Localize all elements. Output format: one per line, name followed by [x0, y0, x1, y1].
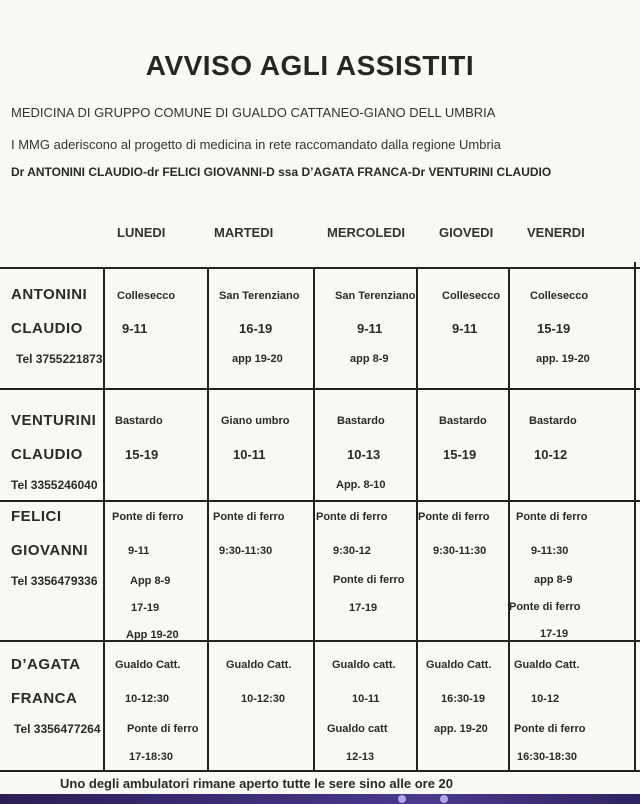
schedule-location: Ponte di ferro — [127, 723, 199, 735]
day-header-wednesday: MERCOLEDI — [327, 225, 405, 240]
doctor-firstname: GIOVANNI — [11, 542, 89, 559]
schedule-location: Gualdo Catt. — [226, 659, 292, 671]
grid-line — [0, 388, 640, 390]
grid-line — [508, 267, 510, 772]
day-header-thursday: GIOVEDI — [439, 225, 494, 240]
schedule-appointment: app. 19-20 — [434, 723, 488, 735]
schedule-hours: 17-19 — [131, 602, 160, 614]
schedule-hours: 10-11 — [233, 447, 266, 462]
schedule-location: Gualdo Catt. — [514, 659, 580, 671]
schedule-location: Ponte di ferro — [514, 723, 586, 735]
schedule-hours: 9-11 — [357, 321, 383, 336]
schedule-hours: 15-19 — [125, 447, 159, 462]
doctor-surname: FELICI — [11, 508, 62, 525]
schedule-location: Gualdo catt. — [332, 659, 396, 671]
schedule-location: Giano umbro — [221, 415, 290, 427]
schedule-location: Bastardo — [115, 415, 163, 427]
schedule-hours: 10-13 — [347, 447, 381, 462]
network-project-line: I MMG aderiscono al progetto di medicina in rete raccomandato dalla regione Umbria — [11, 137, 501, 152]
schedule-location: Ponte di ferro — [509, 601, 581, 613]
day-header-monday: LUNEDI — [117, 225, 166, 240]
schedule-hours: 9:30-11:30 — [219, 545, 273, 557]
doctor-phone: Tel 3755221873 — [16, 352, 103, 366]
schedule-location: Bastardo — [337, 415, 385, 427]
day-header-friday: VENERDI — [527, 225, 585, 240]
doctor-firstname: FRANCA — [11, 690, 78, 707]
schedule-location: Collesecco — [530, 290, 589, 302]
schedule-hours: 12-13 — [346, 751, 375, 763]
schedule-hours: 17-18:30 — [129, 751, 174, 763]
schedule-hours: 9:30-12 — [333, 545, 371, 557]
grid-line — [0, 770, 640, 772]
indicator-dot — [398, 795, 406, 803]
doctor-phone: Tel 3356477264 — [14, 722, 101, 736]
grid-line — [313, 267, 315, 772]
schedule-location: Ponte di ferro — [213, 511, 285, 523]
doctor-surname: D’AGATA — [11, 656, 81, 673]
schedule-hours: 10-12:30 — [241, 693, 286, 705]
schedule-location: Collesecco — [442, 290, 501, 302]
schedule-location: San Terenziano — [335, 290, 416, 302]
schedule-hours: 9-11:30 — [531, 545, 569, 557]
schedule-hours: 9-11 — [122, 321, 148, 336]
schedule-hours: 9-11 — [452, 321, 478, 336]
schedule-location: Bastardo — [439, 415, 487, 427]
schedule-location: Bastardo — [529, 415, 577, 427]
schedule-hours: 9:30-11:30 — [433, 545, 487, 557]
grid-line — [0, 640, 640, 642]
schedule-location: Gualdo catt — [327, 723, 388, 735]
schedule-appointment: App. 8-10 — [336, 479, 386, 491]
schedule-hours: 10-12:30 — [125, 693, 170, 705]
grid-line — [0, 500, 640, 502]
notice-title: AVVISO AGLI ASSISTITI — [145, 50, 475, 81]
schedule-hours: 17-19 — [349, 602, 378, 614]
footer-note: Uno degli ambulatori rimane aperto tutte le sere sino alle ore 20 — [60, 776, 453, 791]
schedule-appointment: app 19-20 — [232, 353, 283, 365]
schedule-location: Ponte di ferro — [112, 511, 184, 523]
schedule-hours: 10-11 — [352, 693, 380, 705]
schedule-hours: 16:30-19 — [441, 693, 486, 705]
doctor-phone: Tel 3355246040 — [11, 478, 98, 492]
schedule-hours: 17-19 — [540, 628, 569, 640]
schedule-location: Ponte di ferro — [516, 511, 588, 523]
group-medicine-line: MEDICINA DI GRUPPO COMUNE DI GUALDO CATTANEO-GIANO DELL UMBRIA — [11, 105, 496, 120]
day-header-tuesday: MARTEDI — [214, 225, 274, 240]
bottom-bar — [0, 794, 640, 804]
doctor-firstname: CLAUDIO — [11, 320, 83, 337]
schedule-location: Gualdo Catt. — [115, 659, 181, 671]
schedule-hours: 15-19 — [443, 447, 477, 462]
schedule-appointment: app. 19-20 — [536, 353, 590, 365]
schedule-hours: 16-19 — [239, 321, 273, 336]
schedule-location: Ponte di ferro — [418, 511, 490, 523]
grid-line — [634, 262, 636, 772]
doctor-firstname: CLAUDIO — [11, 446, 83, 463]
schedule-appointment: App 8-9 — [130, 575, 171, 587]
schedule-appointment: app 8-9 — [350, 353, 389, 365]
grid-line — [207, 267, 209, 772]
schedule-appointment: App 19-20 — [126, 629, 179, 641]
doctor-surname: VENTURINI — [11, 412, 97, 429]
grid-line — [103, 267, 105, 772]
schedule-hours: 16:30-18:30 — [517, 751, 577, 763]
schedule-hours: 15-19 — [537, 321, 571, 336]
schedule-location: Ponte di ferro — [316, 511, 388, 523]
schedule-location: Gualdo Catt. — [426, 659, 492, 671]
indicator-dot — [440, 795, 448, 803]
grid-line — [0, 267, 640, 269]
schedule-appointment: app 8-9 — [534, 574, 573, 586]
schedule-hours: 9-11 — [128, 545, 150, 557]
doctor-surname: ANTONINI — [11, 286, 88, 303]
doctors-list-line: Dr ANTONINI CLAUDIO-dr FELICI GIOVANNI-D ssa D’AGATA FRANCA-Dr VENTURINI CLAUDIO — [11, 165, 552, 179]
schedule-hours: 10-12 — [531, 693, 560, 705]
schedule-location: Ponte di ferro — [333, 574, 405, 586]
schedule-location: Collesecco — [117, 290, 176, 302]
schedule-location: San Terenziano — [219, 290, 300, 302]
schedule-hours: 10-12 — [534, 447, 568, 462]
doctor-phone: Tel 3356479336 — [11, 574, 98, 588]
